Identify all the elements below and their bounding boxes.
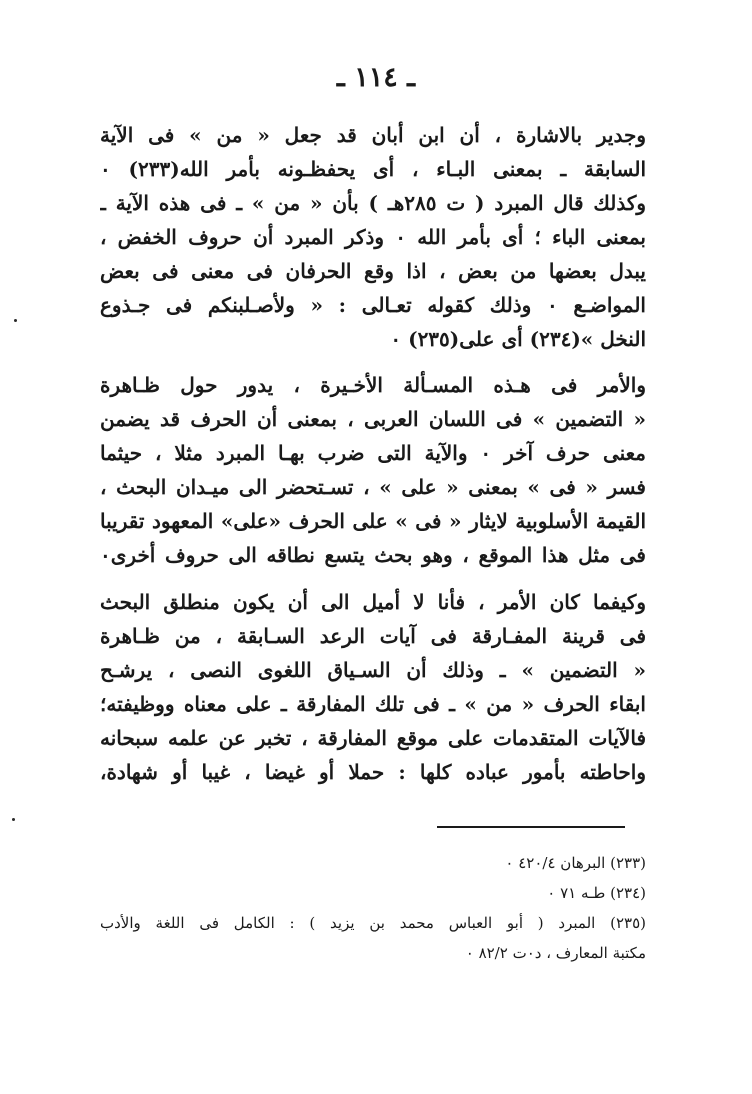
paragraph-1 — [100, 118, 646, 356]
text-line: فسر « فى » بمعنى « على » ، تسـتحضر الى ميـدان البحث ، — [100, 475, 646, 499]
text-line: فى قرينة المفـارقة فى آيات الرعد السـابقة ، من ظـاهرة — [100, 624, 646, 648]
footnote-233: (٢٣٣) البرهان ٤٢٠/٤ ٠ — [505, 854, 646, 872]
text-line: معنى حرف آخر ٠ والآية التى ضرب بهـا المبرد مثلا ، حيثما — [100, 441, 646, 465]
text-line: والأمر فى هـذه المسـألة الأخـيرة ، يدور حول ظـاهرة — [100, 373, 646, 397]
text-line: فى مثل هذا الموقع ، وهو بحث يتسع نطاقه الى حروف أخرى٠ — [100, 543, 646, 567]
text-line: « التضمين » فى اللسان العربى ، بمعنى أن الحرف قد يضمن — [100, 407, 646, 431]
text-line: القيمة الأسلوبية لايثار « فى » على الحرف «على» المعهود تقريبا — [100, 509, 646, 533]
text-line: بمعنى الباء ؛ أى بأمر الله ٠ وذكر المبرد أن حروف الخفض ، — [100, 225, 646, 249]
paragraph-3 — [100, 585, 646, 789]
text-line: يبدل بعضها من بعض ، اذا وقع الحرفان فى معنى فى بعض — [100, 259, 646, 283]
page-number: ـ ١١٤ ـ — [336, 62, 416, 93]
text-line: وكيفما كان الأمر ، فأنا لا أميل الى أن يكون منطلق البحث — [100, 590, 646, 614]
footnote-235: (٢٣٥) المبرد ( أبو العباس محمد بن يزيد ) : الكامل فى اللغة والأدب — [100, 914, 646, 932]
text-line: وجدير بالاشارة ، أن ابن أبان قد جعل « من » فى الآية — [100, 123, 646, 147]
footnotes — [100, 848, 646, 968]
text-line: السابقة ـ بمعنى البـاء ، أى يحفظـونه بأمر الله(٢٣٣) ٠ — [100, 157, 646, 181]
text-line: واحاطته بأمور عباده كلها : حملا أو غيضا ، غيبا أو شهادة، — [100, 760, 646, 784]
paragraph-2 — [100, 368, 646, 572]
text-line: « التضمين » ـ وذلك أن السـياق اللغوى النصى ، يرشـح — [100, 658, 646, 682]
text-line: وكذلك قال المبرد ( ت ٢٨٥هـ ) بأن « من » ـ فى هذه الآية ـ — [100, 191, 646, 215]
footnote-235-continuation: مكتبة المعارف ، د٠ت ٨٢/٢ ٠ — [465, 944, 646, 962]
text-line: ابقاء الحرف « من » ـ فى تلك المفارقة ـ على معناه ووظيفته؛ — [100, 692, 646, 716]
text-line: المواضـع ٠ وذلك كقوله تعـالى : « ولأصـلبنكم فى جـذوع — [100, 293, 646, 317]
text-line: فالآيات المتقدمات على موقع المفارقة ، تخبر عن علمه سبحانه — [100, 726, 646, 750]
scan-speck — [12, 818, 15, 821]
footnote-234: (٢٣٤) طـه ٧١ ٠ — [547, 884, 646, 902]
footnote-separator — [437, 826, 625, 828]
text-line: النخل »(٢٣٤) أى على(٢٣٥) ٠ — [390, 327, 646, 351]
scan-speck — [14, 319, 17, 322]
